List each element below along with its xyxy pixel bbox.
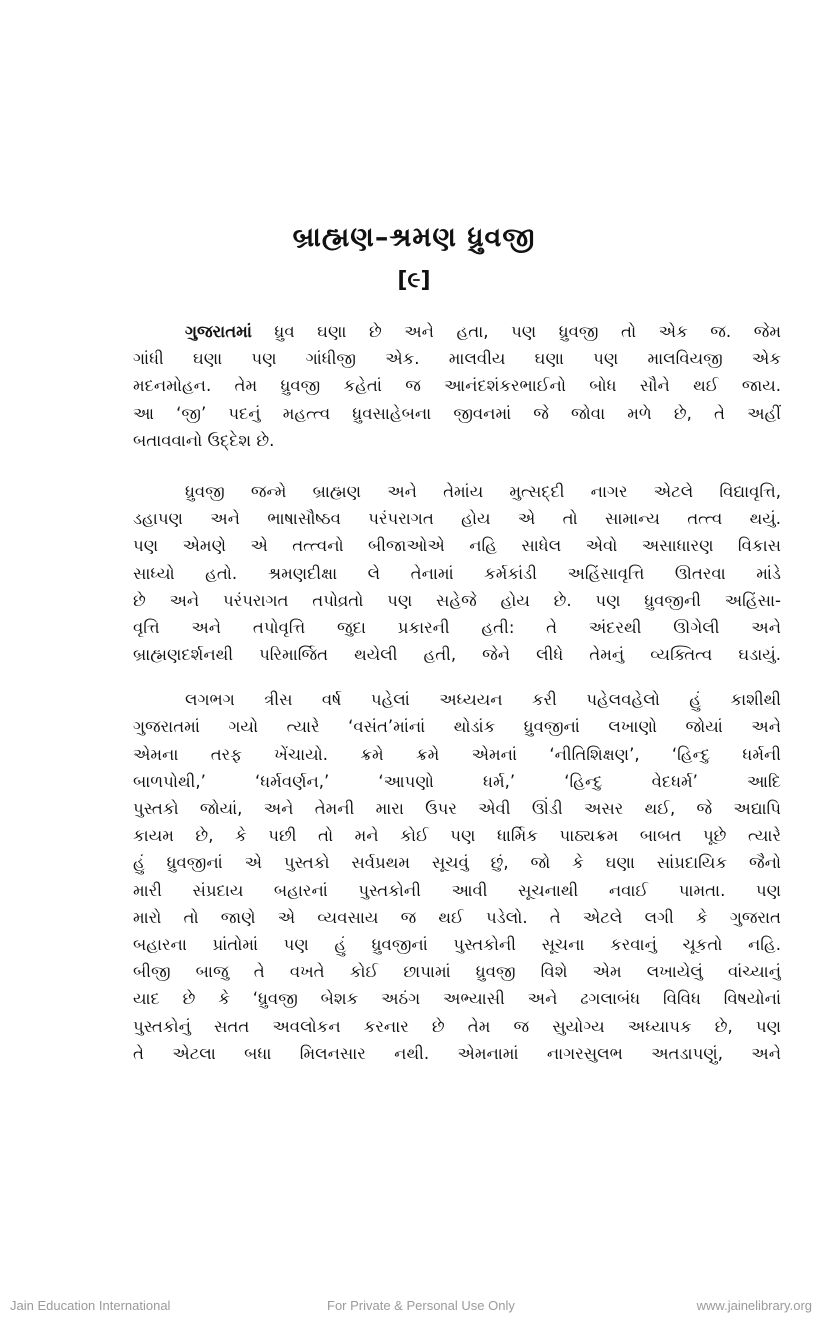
text-line: છે અને પરંપરાગત તપોવ્રતો પણ સહેજે હોય છે. પણ ધ્રુવજીની અહિંસા- <box>133 590 781 610</box>
text-line: ગાંધી ઘણા પણ ગાંધીજી એક. માલવીય ઘણા પણ માલવિયજી એક <box>133 349 781 369</box>
footer-website-link[interactable]: www.jainelibrary.org <box>696 1298 812 1313</box>
text-line: પણ એમણે એ તત્ત્વનો બીજાઓએ નહિ સાધેલ એવો અસાધારણ વિકાસ <box>133 536 781 556</box>
text-line: બતાવવાનો ઉદ્દેશ છે. <box>133 430 275 450</box>
text-line: પુસ્તકોનું સતત અવલોકન કરનાર છે તેમ જ સુયોગ્ય અધ્યાપક છે, પણ <box>133 1016 781 1036</box>
text-line: ડહાપણ અને ભાષાસૌષ્ઠવ પરંપરાગત હોય એ તો સામાન્ય તત્ત્વ થયું. <box>133 509 781 529</box>
text-line: ધ્રુવજી જન્મે બ્રાહ્મણ અને તેમાંય મુત્સદ્દી નાગર એટલે વિદ્યાવૃત્તિ, <box>185 481 781 501</box>
text-line: હું ધ્રુવજીનાં એ પુસ્તકો સર્વપ્રથમ સૂચવું છું, જો કે ઘણા સાંપ્રદાયિક જૈનો <box>133 853 781 873</box>
text-line: મારો તો જાણે એ વ્યવસાય જ થઈ પડેલો. તે એટલે લગી કે ગુજરાત <box>133 907 781 927</box>
chapter-title: બ્રાહ્મણ–શ્રમણ ધ્રુવજી <box>292 222 536 253</box>
text-line: સાધ્યો હતો. શ્રમણદીક્ષા લે તેનામાં કર્મકાંડી અહિંસાવૃત્તિ ઊતરવા માંડે <box>133 563 781 583</box>
text-line: તે એટલા બધા મિલનસાર નથી. એમનામાં નાગરસુલભ અતડાપણું, અને <box>133 1043 781 1063</box>
text-line: ગુજરાતમાં ધ્રુવ ઘણા છે અને હતા, પણ ધ્રુવજી તો એક જ. જેમ <box>185 322 781 341</box>
chapter-number: [૯] <box>397 268 431 293</box>
footer-publisher: Jain Education International <box>10 1298 171 1313</box>
lead-word: ગુજરાતમાં <box>185 322 252 341</box>
paragraph-1 <box>133 318 781 454</box>
text-line: મદનમોહન. તેમ ધ્રુવજી કહેતાં જ આનંદશંકરભાઈનો બોધ સૌને થઈ જાય. <box>133 376 781 396</box>
text-line: ગુજરાતમાં ગયો ત્યારે ‘વસંત’માંનાં થોડાંક ધ્રુવજીનાં લખાણો જોયાં અને <box>133 717 781 737</box>
body-text <box>133 318 781 1067</box>
text-line: કાયમ છે, કે પછી તો મને કોઈ પણ ધાર્મિક પાઠ્યક્રમ બાબત પૂછે ત્યારે <box>133 826 781 846</box>
text-line: બહારના પ્રાંતોમાં પણ હું ધ્રુવજીનાં પુસ્તકોની સૂચના કરવાનું ચૂકતો નહિ. <box>133 934 781 954</box>
text-line: મારી સંપ્રદાય બહારનાં પુસ્તકોની આવી સૂચનાથી નવાઈ પામતા. પણ <box>133 880 781 900</box>
text-line: બ્રાહ્મણદર્શનથી પરિમાર્જિત થયેલી હતી, જેને લીધે તેમનું વ્યક્તિત્વ ઘડાયું. <box>133 645 781 665</box>
paragraph-3 <box>133 686 781 1067</box>
text-line: આ ‘જી’ પદનું મહત્ત્વ ધ્રુવસાહેબના જીવનમાં જે જોવા મળે છે, તે અહીં <box>133 403 781 423</box>
footer <box>0 1298 828 1318</box>
text-line: વૃત્તિ અને તપોવૃત્તિ જુદા પ્રકારની હતી: તે અંદરથી ઊગેલી અને <box>133 617 781 637</box>
text-line: પુસ્તકો જોયાં, અને તેમની મારા ઉપર એવી ઊંડી અસર થઈ, જે અદ્યાપિ <box>133 799 781 818</box>
text-line: એમના તરફ ખેંચાયો. ક્રમે ક્રમે એમનાં ‘નીતિશિક્ષણ’, ‘હિન્દુ ધર્મની <box>133 744 781 764</box>
text-line: બાળપોથી,’ ‘ધર્મવર્ણન,’ ‘આપણો ધર્મ,’ ‘હિન્દુ વેદધર્મ’ આદિ <box>133 771 781 791</box>
text-line: બીજી બાજુ તે વખતે કોઈ છાપામાં ધ્રુવજી વિશે એમ લખાયેલું વાંચ્યાનું <box>133 962 781 982</box>
text-line: યાદ છે કે ‘ધ્રુવજી બેશક અઠંગ અભ્યાસી અને ઢગલાબંધ વિવિધ વિષયોનાં <box>133 989 781 1009</box>
paragraph-2 <box>133 478 781 668</box>
text-line: લગભગ ત્રીસ વર્ષ પહેલાં અધ્યયન કરી પહેલવહેલો હું કાશીથી <box>185 690 781 710</box>
footer-usage-note: For Private & Personal Use Only <box>327 1298 515 1313</box>
